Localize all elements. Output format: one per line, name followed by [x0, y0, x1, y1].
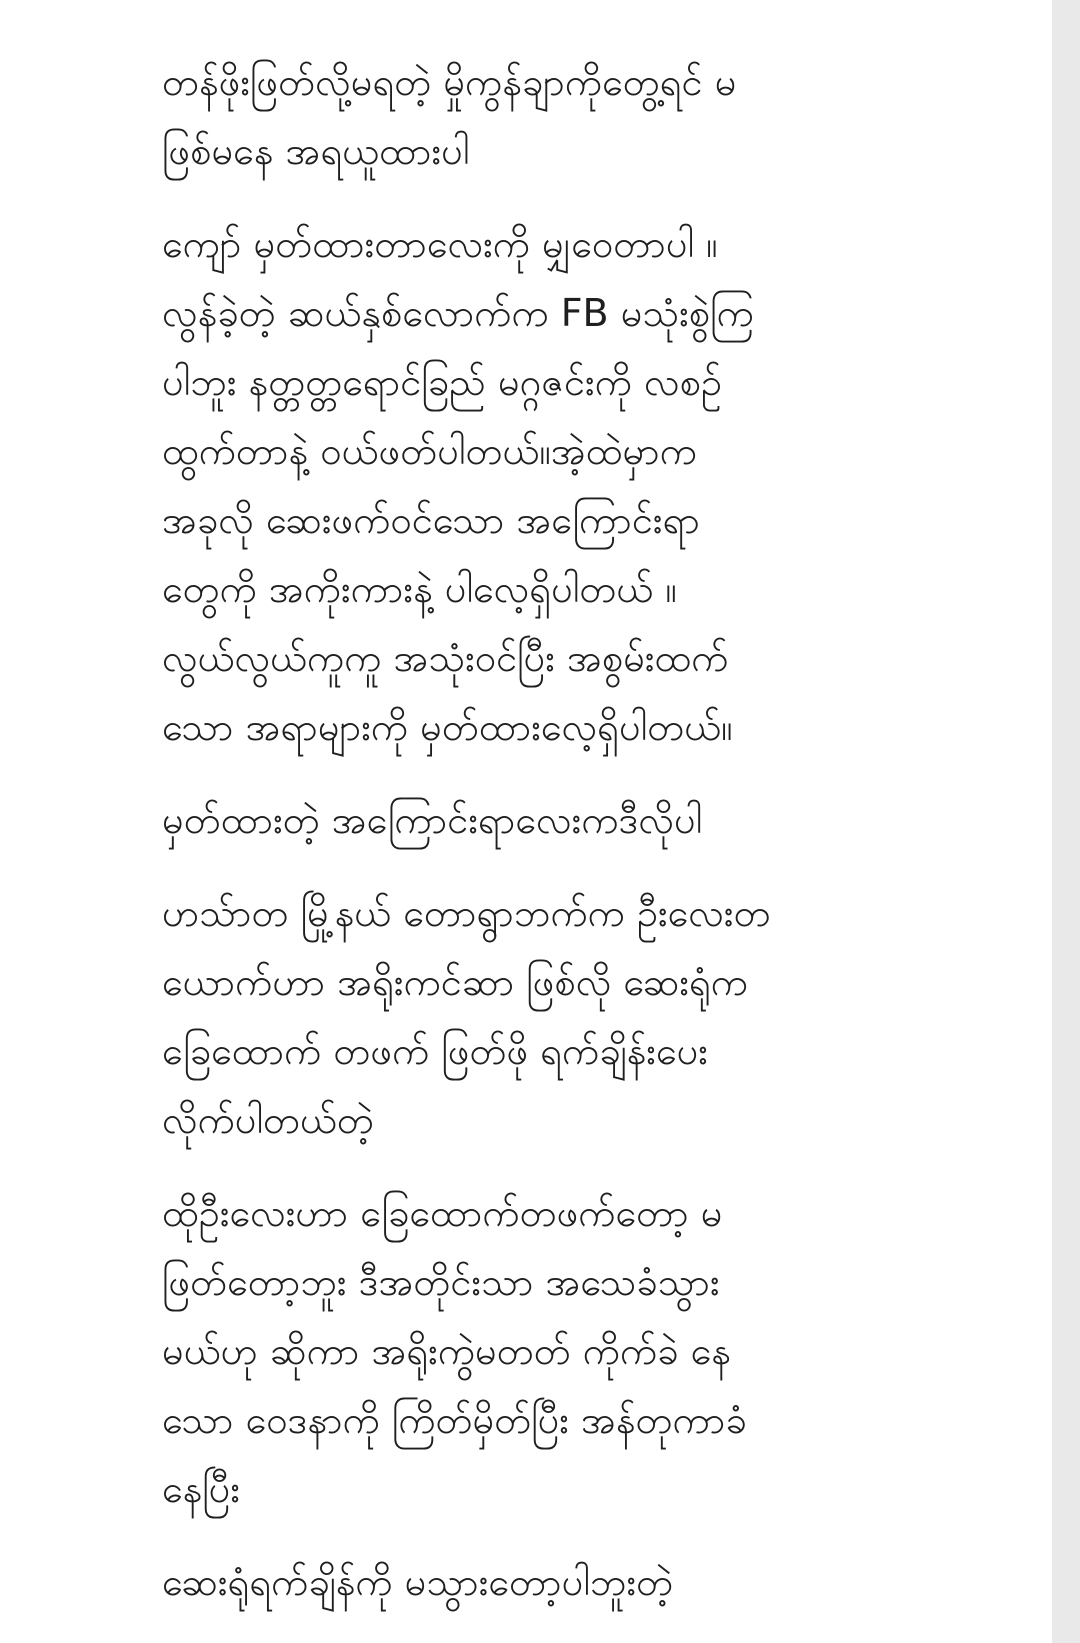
text-line: ဖြတ်တော့ဘူး ဒီအတိုင်းသာ အသေခံသွား: [162, 1260, 720, 1304]
paragraph: [162, 786, 922, 855]
text-line: ဆေးရုံရက်ချိန်ကို မသွားတော့ပါဘူးတဲ့: [162, 1560, 674, 1604]
text-line: ကျော် မှတ်ထားတာလေးကို မျှဝေတာပါ ။: [162, 222, 718, 266]
text-line: တွေကို အကိုးကားနဲ့ ပါလေ့ရှိပါတယ် ။: [162, 567, 677, 611]
article-text: [162, 48, 922, 1641]
text-line: သော ဝေဒနာကို ကြိတ်မှိတ်ပြီး အန်တုကာခံ: [162, 1398, 747, 1442]
text-line: နေပြီး: [162, 1467, 241, 1511]
text-line: လွန်ခဲ့တဲ့ ဆယ်နှစ်လောက်က FB မသုံးစွဲကြ: [162, 291, 754, 335]
text-line: လွယ်လွယ်ကူကူ အသုံးဝင်ပြီး အစွမ်းထက်: [162, 636, 729, 680]
text-line: ပါဘူး နတ္တတ္တရောင်ခြည် မဂ္ဂဇင်းကို လစဉ်: [162, 360, 723, 404]
text-line: အခုလို ဆေးဖက်ဝင်သော အကြောင်းရာ: [162, 498, 701, 542]
text-line: ခြေထောက် တဖက် ဖြတ်ဖို ရက်ချိန်းပေး: [162, 1029, 708, 1073]
paragraph: [162, 48, 922, 186]
text-line: ဖြစ်မနေ အရယူထားပါ: [162, 129, 470, 173]
paragraph: [162, 1548, 922, 1617]
text-line: လိုက်ပါတယ်တဲ့: [162, 1098, 374, 1142]
text-line: ထွက်တာနဲ့ ဝယ်ဖတ်ပါတယ်။အဲ့ထဲမှာက: [162, 429, 697, 473]
text-line: ယောက်ဟာ အရိုးကင်ဆာ ဖြစ်လို ဆေးရုံက: [162, 960, 748, 1004]
paragraph: [162, 879, 922, 1155]
text-line: မှတ်ထားတဲ့ အကြောင်းရာလေးကဒီလိုပါ: [162, 798, 703, 842]
text-line: ထိုဦးလေးဟာ ခြေထောက်တဖက်တော့ မ: [162, 1191, 723, 1235]
text-line: ဟသ်ာတ မြို့နယ် တောရွာဘက်က ဦးလေးတ: [162, 891, 771, 935]
text-line: တန်ဖိုးဖြတ်လို့မရတဲ့ မှိုကွန်ချာကိုတွေ့ရင် မ: [162, 60, 737, 104]
text-line: သော အရာများကို မှတ်ထားလေ့ရှိပါတယ်။: [162, 705, 733, 749]
paragraph: [162, 210, 922, 762]
text-line: မယ်ဟု ဆိုကာ အရိုးကွဲမတတ် ကိုက်ခဲ နေ: [162, 1329, 731, 1373]
paragraph: [162, 1179, 922, 1524]
